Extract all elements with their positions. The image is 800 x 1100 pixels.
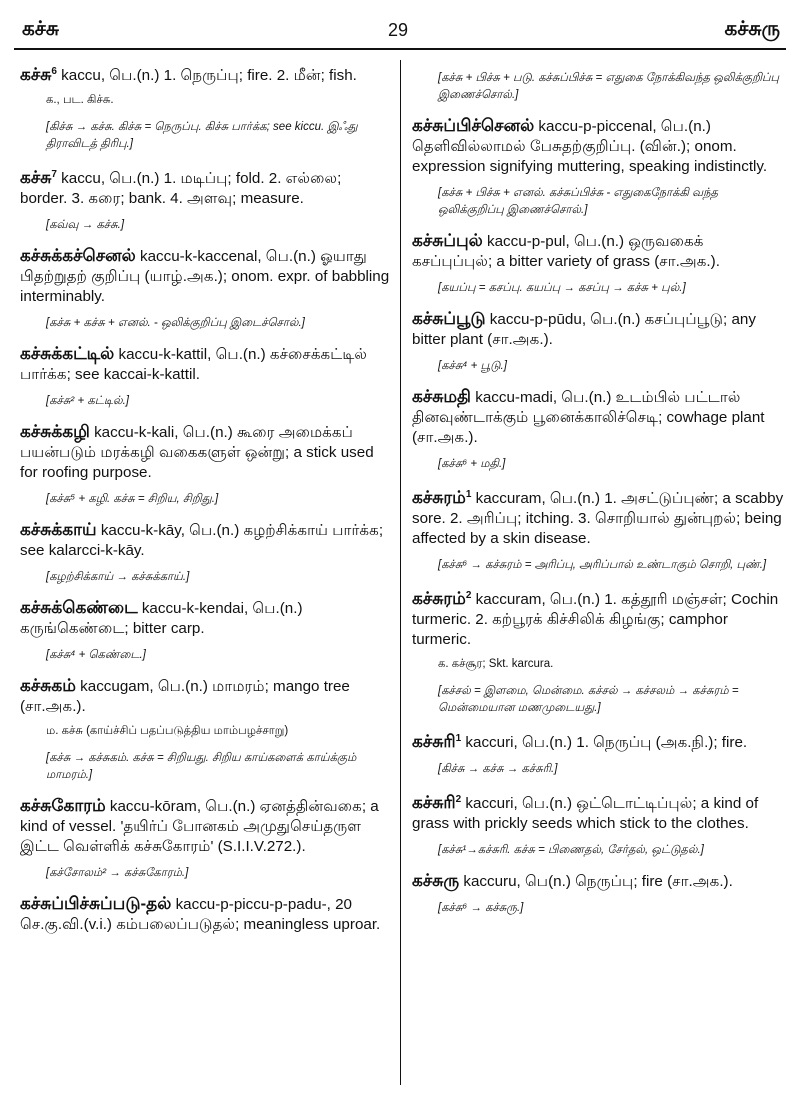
homonym-number: 2 xyxy=(455,794,462,806)
entry-definition xyxy=(412,485,784,549)
etymology-note: [கச்சு⁶ → கச்சுரு.] xyxy=(438,902,524,915)
definition-text: kaccu-kōram, பெ.(n.) ஏனத்தின்வகை; a kind of vessel. 'தயிர்ப் போனகம் அமுதுசெய்தருள இட்ட வெள்ளிக் கச்சுகோரம்' (S.I.I.V.272.). xyxy=(20,798,379,856)
etymology-note: [கச்சு → கச்சுகம். கச்சு = சிறியது. சிறிய காய்களைக் காய்க்கும் மாமரம்.] xyxy=(46,752,357,782)
entry-headword: கச்சுக்கழி xyxy=(20,422,90,442)
etymology-note: [கச்சு + பிச்சு + படு. கச்சுப்பிச்சு = எதுகை நோக்கிவந்த ஒலிக்குறிப்பு இணைச்சொல்.] xyxy=(438,72,780,101)
dictionary-entry xyxy=(412,231,784,297)
definition-text: kaccuri, பெ.(n.) ஒட்டொட்டிப்புல்; a kind of grass with prickly seeds which stick to the clothes. xyxy=(412,795,759,833)
entry-headword: கச்சுக்கட்டில் xyxy=(20,344,115,364)
right-column xyxy=(412,62,784,1094)
dictionary-entry xyxy=(412,309,784,375)
entry-headword: கச்சுகோரம் xyxy=(20,796,106,816)
definition-text: kaccu-k-kali, பெ.(n.) கூரை அமைக்கப் பயன்படும் மரக்கழி வகைகளுள் ஒன்று; a stick used for roofing purpose. xyxy=(20,424,374,482)
dictionary-entry xyxy=(412,116,784,219)
definition-text: kaccu-k-kaccenal, பெ.(n.) ஓயாது பிதற்றுதற் குறிப்பு (யாழ்.அக.); onom. expr. of babbling interminably. xyxy=(20,248,390,306)
definition-text: kaccuri, பெ.(n.) 1. நெருப்பு (அக.நி.); fire. xyxy=(461,734,748,752)
homonym-number: 6 xyxy=(51,66,57,77)
definition-text: kaccugam, பெ.(n.) மாமரம்; mango tree (சா.அக.). xyxy=(20,678,350,716)
entry-headword: கச்சு xyxy=(20,65,52,85)
entry-definition xyxy=(20,796,392,857)
etymology-note: [கச்சு + கச்சு + எனல். - ஒலிக்குறிப்பு இடைச்சொல்.] xyxy=(46,317,305,330)
homonym-number: 1 xyxy=(455,733,462,745)
entry-headword: கச்சுமதி xyxy=(412,387,471,406)
entry-headword: கச்சுக்கச்செனல் xyxy=(20,246,136,266)
etymology-note: [கச்சு⁶ → கச்சுரம் = அரிப்பு, அரிப்பால் உண்டாகும் சொறி, புண்.] xyxy=(438,559,767,572)
entry-definition xyxy=(20,422,392,483)
entry-definition xyxy=(20,344,392,385)
dictionary-entry xyxy=(20,62,392,153)
header-left-guideword: கச்சு xyxy=(22,18,59,40)
etymology-note: [கச்சு² + கட்டில்.] xyxy=(46,395,129,408)
entry-headword: கச்சுக்காய் xyxy=(20,520,97,540)
definition-text: kaccu-k-kendai, பெ.(n.) கருங்கெண்டை; bitter carp. xyxy=(20,600,303,638)
entry-headword: கச்சுரம் xyxy=(412,589,466,609)
definition-text: kaccu-madi, பெ.(n.) உடம்பில் பட்டால் தினவுண்டாக்கும் பூனைக்காலிச்செடி; cowhage plant (சா.அக.). xyxy=(412,389,765,446)
entry-headword: கச்சுரி xyxy=(412,732,456,752)
column-divider xyxy=(400,60,401,1085)
dictionary-entry xyxy=(20,246,392,332)
dictionary-entry xyxy=(20,676,392,784)
etymology-note: [கச்சு⁴ + கெண்டை.] xyxy=(46,649,146,662)
dictionary-entry xyxy=(412,790,784,859)
dictionary-entry xyxy=(412,871,784,917)
etymology-note: [கச்சோலம்² → கச்சுகோரம்.] xyxy=(46,867,189,880)
dictionary-entry xyxy=(412,387,784,473)
definition-text: kaccu-p-piccenal, பெ.(n.) தெளிவில்லாமல் பேசுதற்குறிப்பு. (வின்.); onom. expression signifying muttering, speaking indistinctly. xyxy=(412,118,768,175)
entry-headword: கச்சுரி xyxy=(412,793,456,813)
etymology-note: [கச்சு + பிச்சு + எனல். கச்சுப்பிச்சு - எதுகைநோக்கி வந்த ஒலிக்குறிப்பு இணைச்சொல்.] xyxy=(438,187,718,216)
definition-text: kaccu-p-piccu-p-padu-, 20 செ.கு.வி.(v.i.) கம்பலைப்படுதல்; meaningless uproar. xyxy=(20,896,381,934)
entry-definition xyxy=(412,790,784,834)
etymology-note: [கச்சு⁴ + பூடு.] xyxy=(438,360,507,372)
entry-definition xyxy=(412,729,784,753)
definition-text: kaccu-k-kattil, பெ.(n.) கச்சைக்கட்டில் பார்க்க; see kaccai-k-kattil. xyxy=(20,346,368,384)
entry-headword: கச்சுரு xyxy=(412,871,460,891)
definition-text: kaccu-k-kāy, பெ.(n.) கழற்சிக்காய் பார்க்க; see kalarcci-k-kāy. xyxy=(20,522,384,560)
definition-text: kaccuram, பெ.(n.) 1. கத்தூரி மஞ்சள்; Cochin turmeric. 2. கற்பூரக் கிச்சிலிக் கிழங்கு; camphor turmeric. xyxy=(412,591,779,649)
cognate-note: க., பட. கிச்சு. xyxy=(46,94,114,107)
entry-definition xyxy=(20,676,392,717)
entry-definition xyxy=(412,871,784,892)
dictionary-entry xyxy=(20,520,392,586)
definition-text: kaccu, பெ.(n.) 1. நெருப்பு; fire. 2. மீன்; fish. xyxy=(56,67,357,85)
entry-definition xyxy=(412,586,784,650)
dictionary-entry xyxy=(20,344,392,410)
definition-text: kaccu-p-pūdu, பெ.(n.) கசப்புப்பூடு; any bitter plant (சா.அக.). xyxy=(412,311,756,348)
entry-definition xyxy=(412,387,784,448)
entry-definition xyxy=(20,894,392,935)
page-number: 29 xyxy=(388,20,409,40)
page-header xyxy=(0,0,800,48)
definition-text: kaccu-p-pul, பெ.(n.) ஒருவகைக் கசப்புப்புல்; a bitter variety of grass (சா.அக.). xyxy=(412,233,720,270)
entry-headword: கச்சுக்கெண்டை xyxy=(20,598,138,618)
dictionary-entry xyxy=(20,894,392,935)
entry-definition xyxy=(20,165,392,209)
entry-definition xyxy=(20,598,392,639)
entry-definition xyxy=(412,309,784,350)
entry-definition xyxy=(20,520,392,561)
entry-definition xyxy=(412,116,784,177)
etymology-note: [கவ்வு → கச்சு.] xyxy=(46,219,125,232)
dictionary-entry xyxy=(412,729,784,778)
dictionary-entry xyxy=(412,70,784,104)
etymology-note: [கச்சு¹→கச்சுரி. கச்சு = பிணைதல், சேர்தல், ஒட்டுதல்.] xyxy=(438,844,704,857)
etymology-note: [கச்சல் = இளமை, மென்மை. கச்சல் → கச்சலம் → கச்சுரம் = மென்மையான மணமுடையது.] xyxy=(438,685,739,715)
header-right-guideword: கச்சுரு xyxy=(724,18,780,40)
definition-text: kaccu, பெ.(n.) 1. மடிப்பு; fold. 2. எல்லை; border. 3. கரை; bank. 4. அளவு; measure. xyxy=(20,170,342,208)
entry-definition xyxy=(20,62,392,86)
cognate-note: ம. கச்சு (காய்ச்சிப் பதப்படுத்திய மாம்பழச்சாறு) xyxy=(46,725,289,738)
homonym-number: 7 xyxy=(51,169,57,181)
etymology-note: [கச்சு⁵ + கழி. கச்சு = சிறிய, சிறிது.] xyxy=(46,493,219,506)
entry-headword: கச்சுப்புல் xyxy=(412,231,483,250)
entry-definition xyxy=(20,246,392,307)
dictionary-entry xyxy=(20,165,392,234)
dictionary-entry xyxy=(20,422,392,508)
definition-text: kaccuru, பெ(n.) நெருப்பு; fire (சா.அக.). xyxy=(459,873,733,891)
dictionary-entry xyxy=(412,586,784,717)
entry-headword: கச்சுரம் xyxy=(412,488,466,508)
etymology-note: [கயப்பு = கசப்பு. கயப்பு → கசப்பு → கச்சு + புல்.] xyxy=(438,282,686,294)
entry-headword: கச்சுப்பிச்சுப்படு-தல் xyxy=(20,894,172,914)
etymology-note: [கழற்சிக்காய் → கச்சுக்காய்.] xyxy=(46,571,190,584)
dictionary-entry xyxy=(20,598,392,664)
homonym-number: 2 xyxy=(465,590,472,602)
entry-headword: கச்சுப்பிச்செனல் xyxy=(412,116,535,135)
entry-headword: கச்சுப்பூடு xyxy=(412,309,486,328)
etymology-note: [கிச்சு → கச்சு. கிச்சு = நெருப்பு. கிச்சு பார்க்க; see kiccu. இஃது திராவிடத் திரிபு.] xyxy=(46,121,358,151)
dictionary-entry xyxy=(412,485,784,574)
cognate-note: க. கச்சூர; Skt. karcura. xyxy=(438,658,554,671)
definition-text: kaccuram, பெ.(n.) 1. அசட்டுப்புண்; a scabby sore. 2. அரிப்பு; itching. 3. சொறியால் துன்புறல்; being affected by a skin disease. xyxy=(412,490,784,548)
entry-definition xyxy=(412,231,784,272)
dictionary-entry xyxy=(20,796,392,882)
homonym-number: 1 xyxy=(465,489,472,500)
header-rule xyxy=(14,48,786,50)
etymology-note: [கச்சு⁶ + மதி.] xyxy=(438,458,506,470)
entry-headword: கச்சு xyxy=(20,168,52,188)
left-column xyxy=(20,62,392,1094)
etymology-note: [கிச்சு → கச்சு → கச்சுரி.] xyxy=(438,763,558,776)
entry-headword: கச்சுகம் xyxy=(20,676,76,696)
